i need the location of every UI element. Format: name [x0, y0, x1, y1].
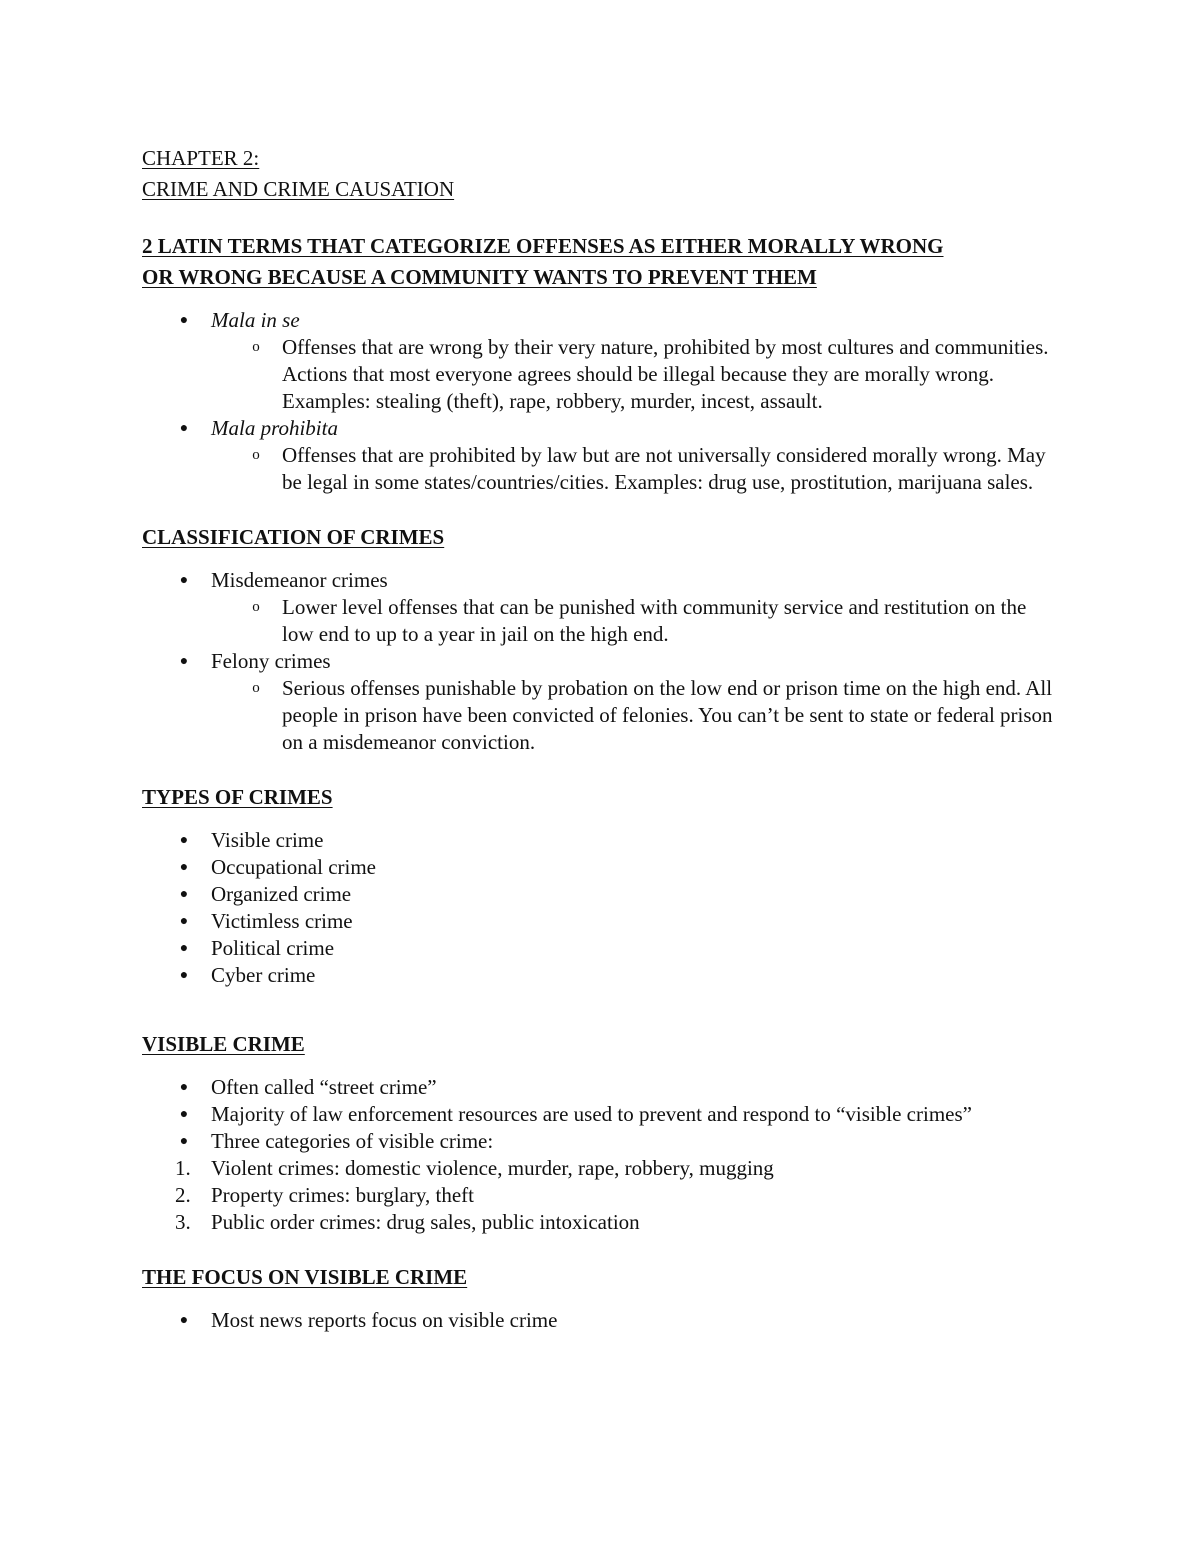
focus-heading: THE FOCUS ON VISIBLE CRIME	[142, 1265, 468, 1289]
bullet-icon: ●	[179, 421, 189, 436]
item-number: 3.	[175, 1210, 191, 1234]
bullet-icon: ●	[179, 941, 189, 956]
term-mala-in-se: Mala in se	[211, 308, 300, 332]
latin-terms-heading-line2: OR WRONG BECAUSE A COMMUNITY WANTS TO PREVENT THEM	[142, 265, 817, 289]
latin-terms-list	[142, 307, 1062, 496]
list-subitem	[142, 675, 1062, 756]
sub-bullet-icon: o	[252, 680, 260, 696]
visible-crime-point: Often called “street crime”	[211, 1075, 437, 1099]
term-description: Offenses that are wrong by their very nature, prohibited by most cultures and communities. Actions that most everyone agrees should be illegal because they are morally wrong. Examples: stealing (theft), rape, robbery, murder, incest, assault.	[282, 335, 1049, 413]
visible-crime-point: Three categories of visible crime:	[211, 1129, 494, 1153]
numbered-item	[142, 1182, 1062, 1209]
bullet-icon: ●	[179, 313, 189, 328]
bullet-icon: ●	[179, 833, 189, 848]
sub-bullet-icon: o	[252, 599, 260, 615]
type-label: Organized crime	[211, 882, 352, 906]
category-text: Violent crimes: domestic violence, murder, rape, robbery, mugging	[211, 1156, 774, 1180]
list-subitem	[142, 334, 1062, 415]
list-item	[142, 854, 1062, 881]
list-item	[142, 567, 1062, 594]
term-mala-prohibita: Mala prohibita	[211, 416, 338, 440]
classification-list	[142, 567, 1062, 756]
list-subitem	[142, 442, 1062, 496]
bullet-icon: ●	[179, 914, 189, 929]
category-text: Property crimes: burglary, theft	[211, 1183, 475, 1207]
bullet-icon: ●	[179, 1313, 189, 1328]
types-heading: TYPES OF CRIMES	[142, 785, 333, 809]
list-item	[142, 648, 1062, 675]
type-label: Occupational crime	[211, 855, 377, 879]
chapter-title: CHAPTER 2:	[142, 146, 260, 170]
item-number: 1.	[175, 1156, 191, 1180]
bullet-icon: ●	[179, 968, 189, 983]
list-item	[142, 935, 1062, 962]
list-item	[142, 881, 1062, 908]
category-text: Public order crimes: drug sales, public intoxication	[211, 1210, 640, 1234]
bullet-icon: ●	[179, 1107, 189, 1122]
classification-heading: CLASSIFICATION OF CRIMES	[142, 525, 445, 549]
bullet-icon: ●	[179, 1080, 189, 1095]
focus-point: Most news reports focus on visible crime	[211, 1308, 558, 1332]
classification-description: Lower level offenses that can be punished with community service and restitution on the low end to up to a year in jail on the high end.	[282, 595, 1027, 646]
sub-bullet-icon: o	[252, 339, 260, 355]
list-item	[142, 1307, 1062, 1334]
type-label: Cyber crime	[211, 963, 316, 987]
list-item	[142, 908, 1062, 935]
sub-bullet-icon: o	[252, 447, 260, 463]
bullet-icon: ●	[179, 654, 189, 669]
type-label: Visible crime	[211, 828, 324, 852]
list-item	[142, 827, 1062, 854]
chapter-subtitle: CRIME AND CRIME CAUSATION	[142, 177, 455, 201]
visible-crime-point: Majority of law enforcement resources are used to prevent and respond to “visible crimes”	[211, 1102, 972, 1126]
classification-term: Felony crimes	[211, 649, 331, 673]
classification-term: Misdemeanor crimes	[211, 568, 388, 592]
bullet-icon: ●	[179, 887, 189, 902]
latin-terms-heading-line1: 2 LATIN TERMS THAT CATEGORIZE OFFENSES AS EITHER MORALLY WRONG	[142, 234, 944, 258]
focus-list	[142, 1307, 1062, 1334]
type-label: Victimless crime	[211, 909, 353, 933]
visible-crime-list	[142, 1074, 1062, 1155]
numbered-item	[142, 1209, 1062, 1236]
document-body	[142, 143, 1062, 1334]
list-item	[142, 1128, 1062, 1155]
list-item	[142, 1101, 1062, 1128]
list-item	[142, 962, 1062, 989]
list-item	[142, 307, 1062, 334]
classification-description: Serious offenses punishable by probation on the low end or prison time on the high end. All people in prison have been convicted of felonies. You can’t be sent to state or federal prison on a misdemeanor conviction.	[282, 676, 1053, 754]
bullet-icon: ●	[179, 1134, 189, 1149]
numbered-item	[142, 1155, 1062, 1182]
item-number: 2.	[175, 1183, 191, 1207]
bullet-icon: ●	[179, 860, 189, 875]
list-item	[142, 1074, 1062, 1101]
type-label: Political crime	[211, 936, 335, 960]
list-item	[142, 415, 1062, 442]
list-subitem	[142, 594, 1062, 648]
types-list	[142, 827, 1062, 989]
bullet-icon: ●	[179, 573, 189, 588]
visible-crime-categories	[142, 1155, 1062, 1236]
visible-crime-heading: VISIBLE CRIME	[142, 1032, 305, 1056]
term-description: Offenses that are prohibited by law but are not universally considered morally wrong. May be legal in some states/countries/cities. Examples: drug use, prostitution, marijuana sales.	[282, 443, 1046, 494]
